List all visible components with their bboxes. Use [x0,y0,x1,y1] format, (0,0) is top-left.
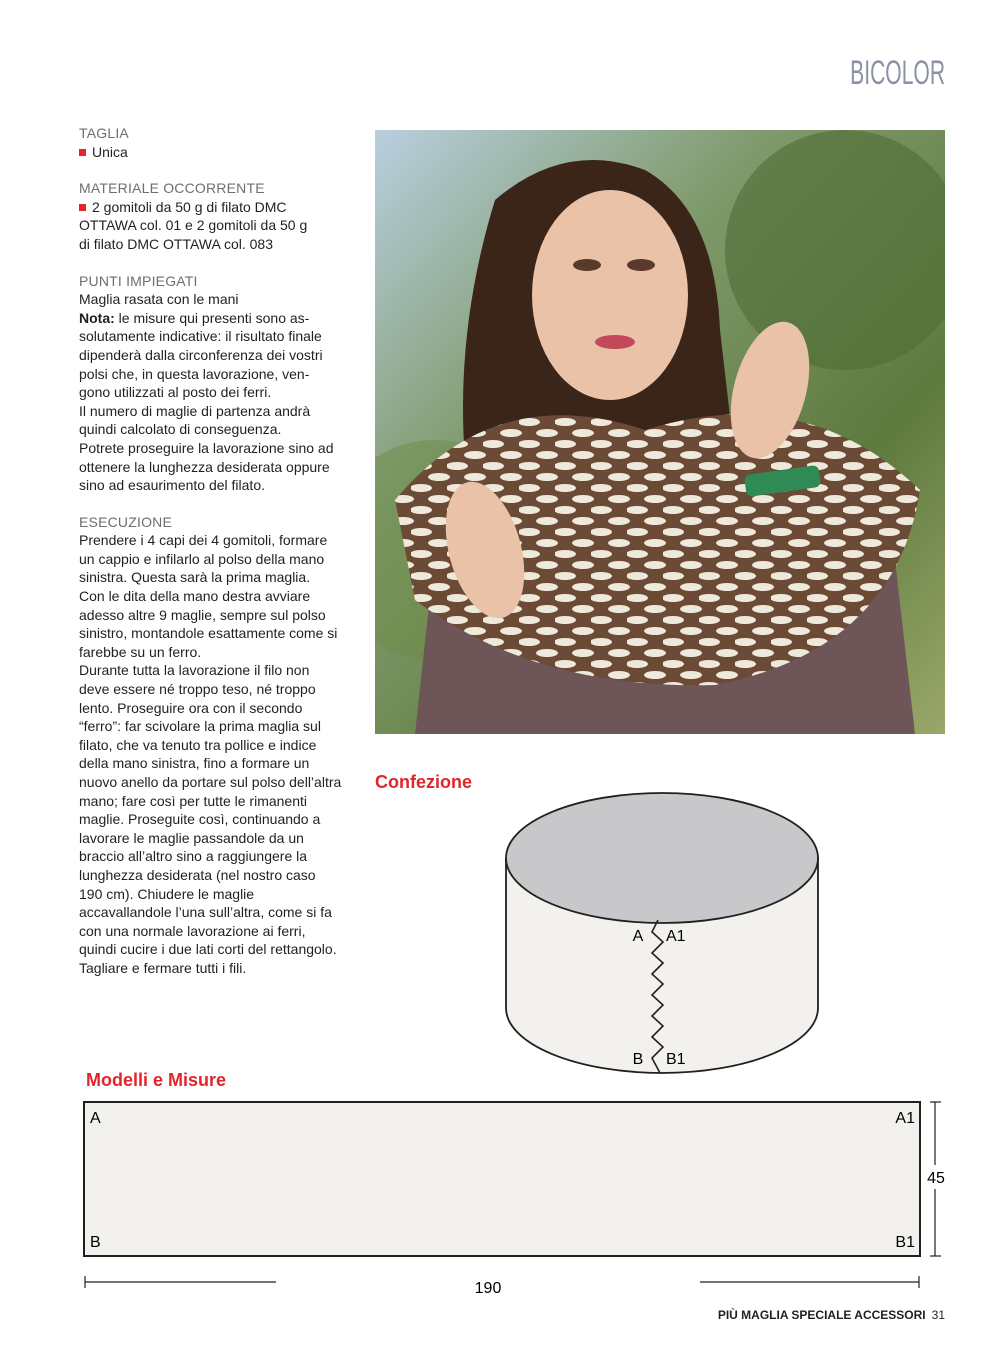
label-a1: A1 [666,928,686,945]
confezione-heading: Confezione [375,772,472,792]
esecuzione-line: Tagliare e fermare tutti i fili. [79,959,247,976]
materiale-line [79,198,361,217]
esecuzione-line: sinistra. Questa sarà la prima maglia. [79,569,311,586]
esecuzione-heading: ESECUZIONE [79,513,173,530]
pattern-schematic [83,1101,947,1261]
esecuzione-line: lunghezza desiderata (nel nostro caso [79,866,316,883]
punti-line: Maglia rasata con le mani [79,291,239,308]
materiale-text: 2 gomitoli da 50 g di filato DMC [92,198,287,215]
nota-line: sino ad esaurimento del filato. [79,477,265,494]
label-b1: B1 [666,1051,686,1068]
esecuzione-line: nuovo anello da portare sul polso dell’altra [79,774,342,790]
esecuzione-line: Durante tutta la lavorazione il filo non [79,662,310,679]
nota-label: Nota: [79,309,115,326]
assembly-diagram [500,790,830,1080]
esecuzione-line: con una normale lavorazione ai ferri, [79,922,306,939]
corner-b1: B1 [895,1234,915,1251]
nota-line: Il numero di maglie di partenza andrà [79,402,311,419]
taglia-section [79,124,361,161]
punti-heading: PUNTI IMPIEGATI [79,272,198,289]
bullet-icon [79,149,86,156]
esecuzione-line: un cappio e infilarlo al polso della mano [79,550,325,567]
modelli-heading: Modelli e Misure [86,1070,227,1090]
materiale-section [79,179,361,253]
taglia-value [79,143,361,162]
esecuzione-line: lavorare le maglie passandole da un [79,829,304,846]
height-value: 45 [927,1170,945,1187]
esecuzione-line: sinistro, montandole esattamente come si [79,625,338,642]
model-photo [375,130,945,734]
corner-a1: A1 [895,1110,915,1127]
width-value: 190 [474,1280,502,1297]
instructions-column [79,124,361,996]
esecuzione-body [79,531,361,977]
esecuzione-line: maglie. Proseguite così, continuando a [79,811,321,828]
page-footer [718,1308,945,1322]
esecuzione-line: 190 cm). Chiudere le maglie [79,885,255,902]
drum-top [506,793,818,923]
esecuzione-line: braccio all’altro sino a raggiungere la [79,848,308,865]
section-title: BICOLOR [850,54,945,92]
nota-body [79,327,361,494]
nota-line: quindi calcolato di conseguenza. [79,421,282,438]
esecuzione-line: deve essere né troppo teso, né troppo [79,681,316,698]
esecuzione-line: accavallandole l’una sull’altra, come si fa [79,904,332,921]
esecuzione-line: della mano sinistra, fino a formare un [79,755,310,772]
esecuzione-line: farebbe su un ferro. [79,643,202,660]
esecuzione-line: quindi cucire i due lati corti del rettangolo. [79,941,337,958]
punti-section [79,272,361,495]
nota-text: le misure qui presenti sono as- [114,309,310,326]
label-a: A [632,928,644,945]
nota-line [79,309,361,328]
materiale-line: di filato DMC OTTAWA col. 083 [79,235,273,252]
corner-b: B [90,1234,101,1251]
esecuzione-section [79,513,361,978]
rectangle-piece [84,1102,920,1256]
esecuzione-line: Con le dita della mano destra avviare [79,588,311,605]
photo-illustration [375,130,945,734]
bullet-icon [79,204,86,211]
page-number: 31 [931,1308,945,1322]
nota-line: solutamente indicative: il risultato finale [79,328,322,345]
esecuzione-line: mano; fare così per tutte le rimanenti [79,792,307,809]
taglia-text: Unica [92,143,128,160]
nota-line: Potrete proseguire la lavorazione sino ad [79,439,334,456]
nota-line: gono utilizzati al posto dei ferri. [79,384,272,401]
nota-line: polsi che, in questa lavorazione, ven- [79,365,310,382]
magazine-name: PIÙ MAGLIA SPECIALE ACCESSORI [717,1308,926,1322]
esecuzione-line: lento. Proseguire ora con il secondo [79,699,303,716]
esecuzione-line: Prendere i 4 capi dei 4 gomitoli, formare [79,532,328,549]
esecuzione-line: adesso altre 9 maglie, sempre sul polso [79,606,326,623]
esecuzione-line: “ferro”: far scivolare la prima maglia sul [79,718,321,735]
width-dimension [83,1272,923,1302]
label-b: B [632,1051,644,1068]
taglia-heading: TAGLIA [79,125,129,141]
nota-line: dipenderà dalla circonferenza dei vostri [79,346,323,363]
nota-line: ottenere la lunghezza desiderata oppure [79,458,330,475]
materiale-line: OTTAWA col. 01 e 2 gomitoli da 50 g [79,217,308,234]
esecuzione-line: filato, che va tenuto tra pollice e indice [79,736,317,753]
materiale-heading: MATERIALE OCCORRENTE [79,180,265,197]
corner-a: A [90,1110,101,1127]
